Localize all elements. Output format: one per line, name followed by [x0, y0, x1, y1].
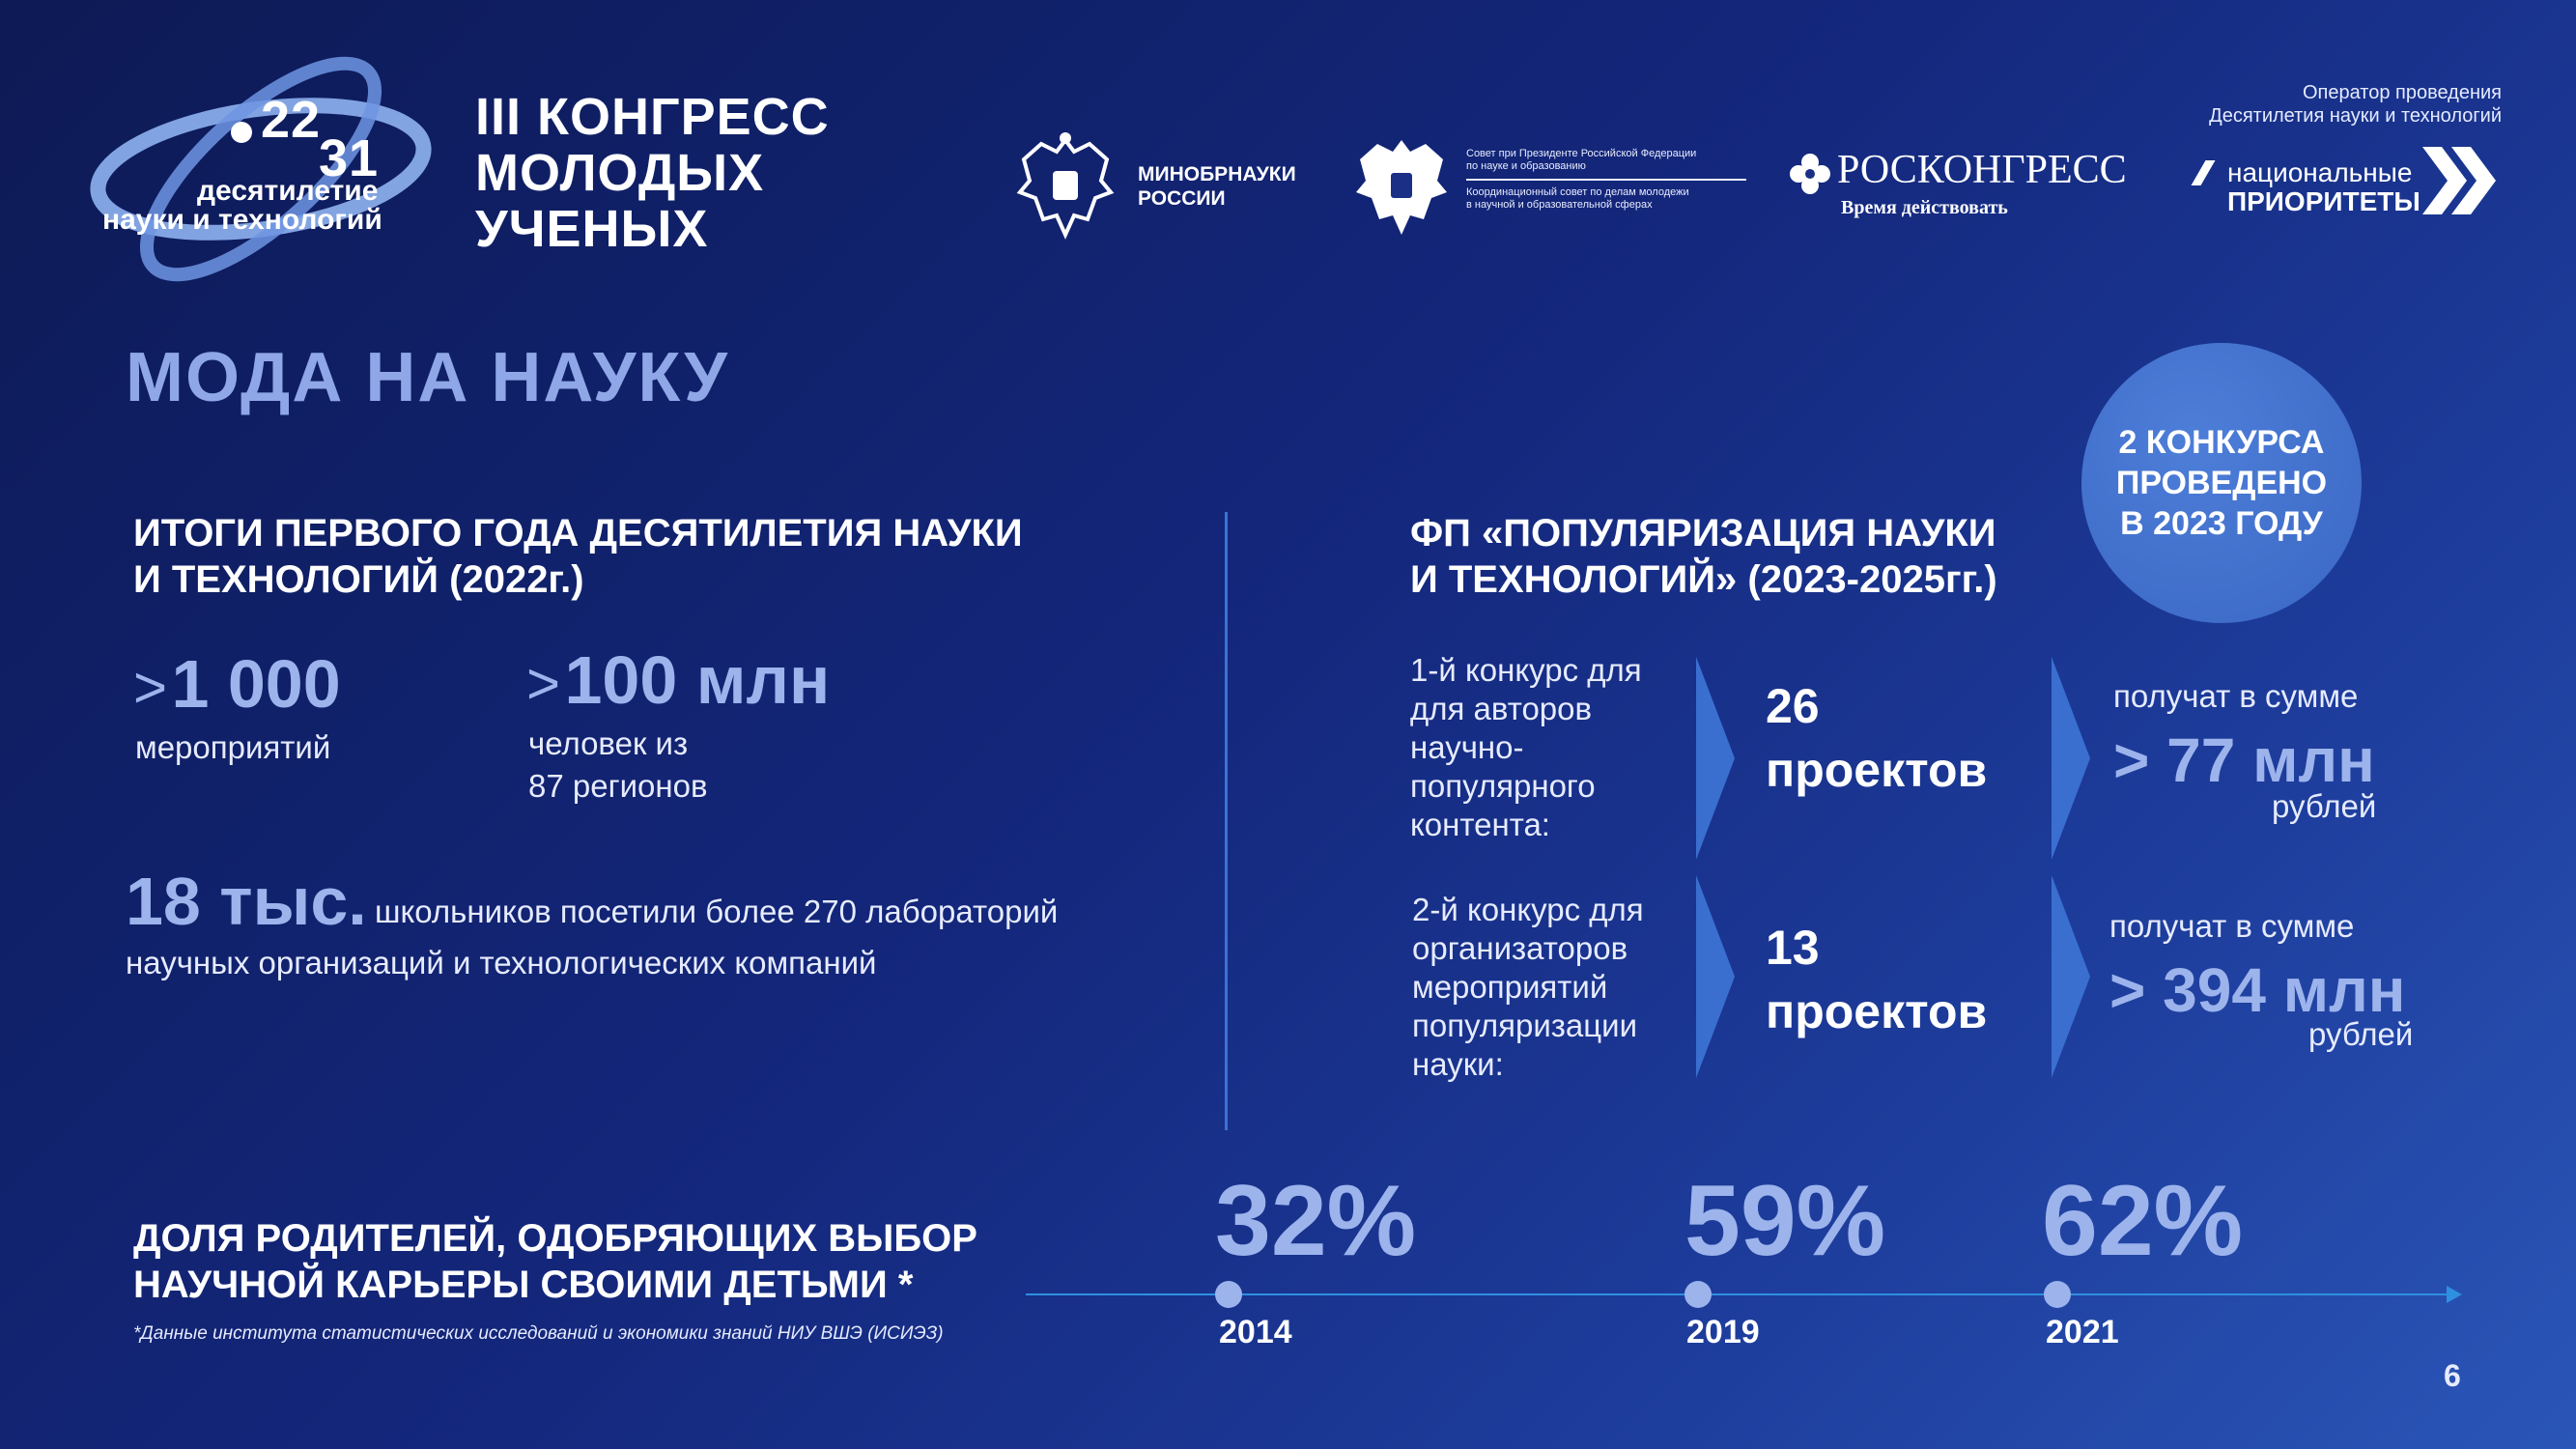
contest-1-desc-line: для авторов	[1410, 691, 1593, 726]
contest-2-desc-line: 2-й конкурс для	[1412, 892, 1644, 927]
decade-years-top: 22	[261, 91, 322, 149]
congress-title-line: III КОНГРЕСС	[475, 88, 830, 146]
left-heading	[133, 510, 1023, 603]
slash-icon	[2191, 160, 2215, 185]
stat-students-text-line1: школьников посетили более 270 лабораторий	[375, 894, 1059, 929]
council-text	[1466, 148, 1746, 212]
badge-line: В 2023 ГОДУ	[2120, 505, 2323, 542]
contest-1-money-unit: рублей	[2272, 788, 2377, 824]
council-eagle-icon	[1350, 130, 1453, 242]
contest-2-money-value: > 394 млн	[2109, 955, 2406, 1025]
column-divider	[1225, 512, 1228, 1130]
chevron-right-icon	[1696, 657, 1735, 860]
minobr-line1: МИНОБРНАУКИ	[1138, 163, 1296, 185]
parents-heading	[133, 1215, 977, 1308]
badge-line: 2 КОНКУРСА	[2118, 424, 2325, 461]
year-2019: 2019	[1686, 1314, 1760, 1350]
operator-line1: Оператор проведения	[2302, 82, 2502, 103]
right-heading	[1410, 510, 1997, 603]
year-2014: 2014	[1219, 1314, 1292, 1350]
timeline-arrow-icon	[2447, 1286, 2462, 1303]
stat-people	[526, 641, 830, 719]
contest-1-desc-line: контента:	[1410, 807, 1550, 842]
congress-title	[475, 89, 830, 257]
percent-2014: 32%	[1215, 1165, 1417, 1277]
contests-count-badge	[2081, 343, 2362, 623]
contest-1-desc-line: 1-й конкурс для	[1410, 652, 1642, 688]
contest-2-desc-line: популяризации	[1412, 1008, 1638, 1043]
eagle-emblem-icon	[1014, 130, 1117, 242]
contest-1-description	[1410, 651, 1642, 844]
council-line4: в научной и образовательной сферах	[1466, 199, 1653, 211]
stat-students-text-line2: научных организаций и технологических компаний	[126, 945, 877, 980]
stat-people-value: 100 млн	[564, 642, 831, 718]
nat-priorities-line1: национальные	[2227, 157, 2413, 187]
minobr-name	[1138, 162, 1296, 211]
stat-people-prefix: >	[526, 651, 561, 716]
council-line3: Координационный совет по делам молодежи	[1466, 186, 1689, 198]
contest-2-description	[1412, 891, 1644, 1084]
stat-events-value: 1 000	[171, 646, 341, 722]
left-heading-line2: И ТЕХНОЛОГИЙ (2022г.)	[133, 558, 584, 601]
page-number: 6	[2444, 1358, 2461, 1393]
chevron-right-icon	[1696, 875, 1735, 1078]
council-line1: Совет при Президенте Российской Федерации	[1466, 148, 1697, 159]
congress-title-line: МОЛОДЫХ	[475, 144, 765, 202]
stat-students-value	[126, 863, 367, 940]
stat-people-label-line1: человек из	[528, 725, 689, 761]
percent-2019: 59%	[1684, 1165, 1886, 1277]
nat-priorities-line2: ПРИОРИТЕТЫ	[2227, 186, 2420, 216]
contest-2-desc-line: мероприятий	[1412, 969, 1608, 1005]
decade-logo	[87, 53, 435, 285]
stat-people-label	[528, 723, 708, 808]
contest-2-desc-line: организаторов	[1412, 930, 1628, 966]
contest-2-money-unit: рублей	[2308, 1016, 2414, 1052]
council-line2: по науке и образованию	[1466, 160, 1586, 172]
contest-1-desc-line: научно-	[1410, 729, 1524, 765]
stat-students-number: 18 тыс.	[126, 864, 367, 939]
roscongress-name: РОСКОНГРЕСС	[1837, 148, 2127, 192]
badge-line: ПРОВЕДЕНО	[2115, 465, 2328, 501]
contest-1-count: 26	[1766, 679, 1820, 733]
roscongress-slogan: Время действовать	[1841, 197, 2008, 218]
contest-2-projects	[1766, 916, 1987, 1043]
contest-2-money-label: получат в сумме	[2109, 908, 2355, 944]
contest-2-desc-line: науки:	[1412, 1046, 1504, 1082]
stat-events-prefix: >	[133, 655, 168, 720]
parents-heading-line1: ДОЛЯ РОДИТЕЛЕЙ, ОДОБРЯЮЩИХ ВЫБОР	[133, 1217, 977, 1260]
left-heading-line1: ИТОГИ ПЕРВОГО ГОДА ДЕСЯТИЛЕТИЯ НАУКИ	[133, 512, 1023, 554]
nat-priorities-text	[2227, 158, 2420, 216]
stat-people-label-line2: 87 регионов	[528, 768, 708, 804]
chevron-right-icon	[2052, 657, 2090, 860]
decade-rings-icon	[87, 53, 435, 285]
operator-line2: Десятилетия науки и технологий	[2209, 105, 2502, 127]
minobr-line2: РОССИИ	[1138, 187, 1226, 210]
decade-years-bottom: 31	[319, 129, 380, 187]
contest-2-count: 13	[1766, 921, 1820, 975]
contest-1-money-value: > 77 млн	[2113, 725, 2375, 795]
parents-heading-line2: НАУЧНОЙ КАРЬЕРЫ СВОИМИ ДЕТЬМИ *	[133, 1264, 914, 1306]
footnote: *Данные института статистических исследований и экономики знаний НИУ ВШЭ (ИСИЭЗ)	[133, 1323, 944, 1344]
council-divider	[1466, 179, 1746, 181]
contest-2-unit: проектов	[1766, 984, 1988, 1038]
decade-line1: десятилетие	[197, 175, 379, 207]
contest-1-unit: проектов	[1766, 743, 1988, 797]
timeline-dot-2014	[1215, 1281, 1242, 1308]
contest-1-money-label: получат в сумме	[2113, 678, 2359, 714]
congress-title-line: УЧЕНЫХ	[475, 200, 709, 258]
stat-events-label: мероприятий	[135, 729, 331, 765]
year-2021: 2021	[2046, 1314, 2119, 1350]
double-chevron-icon	[2417, 143, 2504, 218]
section-title: МОДА НА НАУКУ	[126, 339, 729, 416]
contest-1-desc-line: популярного	[1410, 768, 1596, 804]
right-heading-line1: ФП «ПОПУЛЯРИЗАЦИЯ НАУКИ	[1410, 512, 1996, 554]
stat-events	[133, 645, 341, 723]
operator-text	[2106, 81, 2502, 128]
decade-line2: науки и технологий	[102, 204, 382, 236]
right-heading-line2: И ТЕХНОЛОГИЙ» (2023-2025гг.)	[1410, 558, 1997, 601]
timeline-dot-2019	[1684, 1281, 1712, 1308]
chevron-right-icon	[2052, 875, 2090, 1078]
contest-1-projects	[1766, 674, 1987, 802]
percent-2021: 62%	[2042, 1165, 2244, 1277]
roscongress-flower-icon	[1789, 153, 1831, 195]
timeline-dot-2021	[2044, 1281, 2071, 1308]
